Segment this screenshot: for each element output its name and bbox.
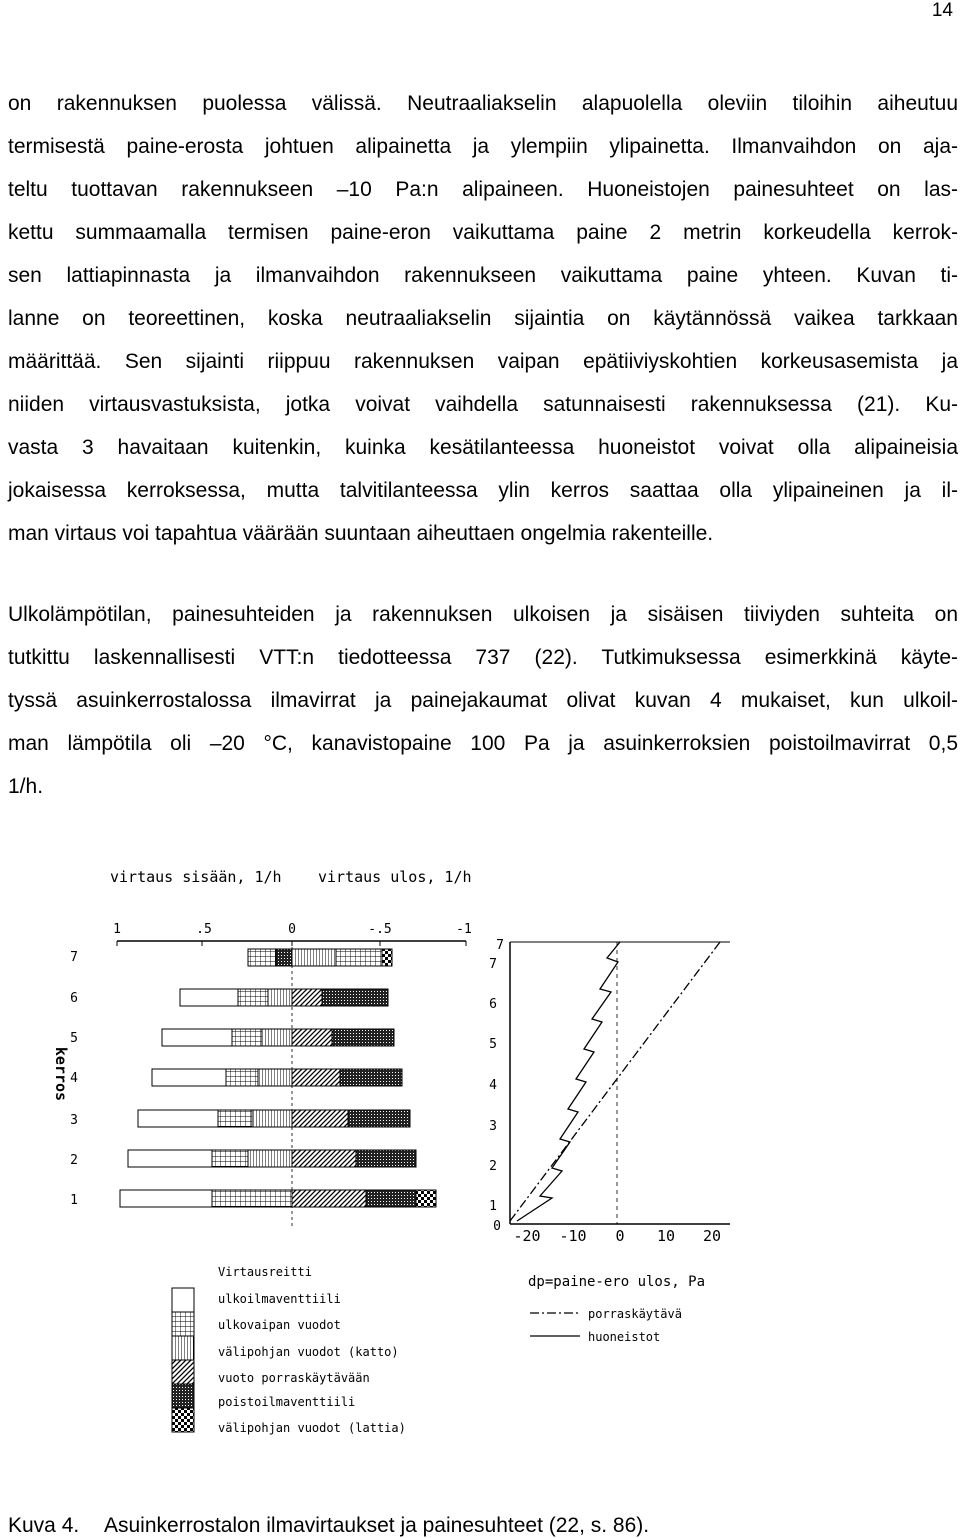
pressure-floor-label: 7 <box>489 957 497 972</box>
bar-segment <box>336 949 382 966</box>
bar-segment <box>128 1150 212 1167</box>
bar-segment <box>218 1110 252 1127</box>
bar-segment <box>212 1190 292 1207</box>
bar-segment <box>226 1069 258 1086</box>
bar-segment <box>262 1029 292 1046</box>
axis-tick-label: -.5 <box>368 922 392 937</box>
stairwell-pressure-line <box>510 942 720 1221</box>
floor-bar-3 <box>138 1110 410 1127</box>
floor-bar-1 <box>120 1190 436 1207</box>
bar-segment <box>332 1029 394 1046</box>
text-line: termisestä paine-erosta johtuen alipainetta ja ylempiin ylipainetta. Ilmanvaihdon on aja- <box>8 135 958 158</box>
bar-segment <box>292 1029 332 1046</box>
bar-segment <box>248 949 276 966</box>
floor-label: 3 <box>70 1113 78 1128</box>
y-axis-label: kerros <box>52 1046 70 1102</box>
apartment-pressure-line <box>517 942 620 1221</box>
bar-segment <box>292 1110 348 1127</box>
legend-swatch <box>172 1312 194 1336</box>
bar-segment <box>292 1150 356 1167</box>
axis-tick-label: 0 <box>288 922 296 937</box>
bar-segment <box>292 1069 340 1086</box>
airflow-pressure-figure <box>40 846 740 1506</box>
bar-segment <box>180 989 238 1006</box>
bar-segment <box>348 1110 410 1127</box>
pressure-tick-label: 10 <box>656 1227 676 1245</box>
floor-bar-5 <box>162 1029 394 1046</box>
bar-segment <box>252 1110 292 1127</box>
pressure-legend-title: dp=paine-ero ulos, Pa <box>528 1274 706 1290</box>
axis-tick-label: 1 <box>113 922 121 937</box>
bar-segment <box>292 949 336 966</box>
bar-segment <box>258 1069 292 1086</box>
pressure-floor-label: 1 <box>489 1199 497 1214</box>
floor-label: 5 <box>70 1031 78 1046</box>
pressure-floor-label: 0 <box>493 1219 501 1234</box>
flow-route-legend <box>172 1288 406 1435</box>
pressure-chart <box>489 938 730 1245</box>
text-line: man lämpötila oli –20 °C, kanavistopaine 100 Pa ja asuinkerroksien poistoilmavirrat 0,5 <box>8 732 958 755</box>
legend-swatch <box>172 1408 194 1432</box>
legend-label: välipohjan vuodot (lattia) <box>218 1421 406 1435</box>
bar-segment <box>382 949 392 966</box>
pressure-legend-label: porraskäytävä <box>588 1307 682 1321</box>
legend-swatch <box>172 1336 194 1360</box>
legend-title: Virtausreitti <box>218 1265 312 1279</box>
caption-text: Asuinkerrostalon ilmavirtaukset ja painesuhteet (22, s. 86). <box>104 1514 650 1537</box>
legend-label: ulkoilmaventtiili <box>218 1292 341 1306</box>
bar-segment <box>152 1069 226 1086</box>
pressure-floor-label: 6 <box>489 997 497 1012</box>
legend-swatch <box>172 1288 194 1312</box>
inflow-header: virtaus sisään, 1/h <box>110 868 282 886</box>
bar-segment <box>248 1150 292 1167</box>
pressure-legend-label: huoneistot <box>588 1330 661 1344</box>
legend-label: poistoilmaventtiili <box>218 1395 356 1409</box>
axis-tick-label: .5 <box>196 922 212 937</box>
body-paragraph-1 <box>8 90 958 563</box>
bar-segment <box>322 989 388 1006</box>
bar-segment <box>292 1190 366 1207</box>
legend-label: ulkovaipan vuodot <box>218 1318 341 1332</box>
bar-segment <box>340 1069 402 1086</box>
pressure-tick-label: 20 <box>702 1227 722 1245</box>
page-number: 14 <box>931 0 953 21</box>
legend-swatch <box>172 1360 194 1384</box>
text-line: lanne on teoreettinen, koska neutraaliakselin sijaintia on käytännössä vaikea tarkkaan <box>8 307 958 330</box>
bar-segment <box>138 1110 218 1127</box>
floor-label: 7 <box>70 950 78 965</box>
bar-segment <box>276 949 292 966</box>
text-line: määrittää. Sen sijainti riippuu rakennuksen vaipan epätiiviyskohtien korkeusasemista ja <box>8 350 958 373</box>
pressure-floor-label: 3 <box>489 1119 497 1134</box>
pressure-floor-label: 5 <box>489 1037 497 1052</box>
bar-segment <box>238 989 268 1006</box>
floor-bar-6 <box>180 989 388 1006</box>
bar-segment <box>366 1190 416 1207</box>
floor-label: 2 <box>70 1153 78 1168</box>
text-line: teltu tuottavan rakennukseen –10 Pa:n alipaineen. Huoneistojen painesuhteet on las- <box>8 178 958 201</box>
text-line: tyssä asuinkerrostalossa ilmavirrat ja painejakaumat olivat kuvan 4 mukaiset, kun ulkoil- <box>8 689 958 712</box>
bar-segment <box>162 1029 232 1046</box>
bar-segment <box>212 1150 248 1167</box>
legend-label: välipohjan vuodot (katto) <box>218 1345 399 1359</box>
text-line: on rakennuksen puolessa välissä. Neutraaliakselin alapuolella oleviin tiloihin aiheutuu <box>8 92 958 115</box>
legend-label: vuoto porraskäytävään <box>218 1371 370 1385</box>
flow-bars <box>120 949 436 1207</box>
legend-swatch <box>172 1384 194 1408</box>
body-paragraph-2 <box>8 601 958 816</box>
outflow-header: virtaus ulos, 1/h <box>318 868 472 886</box>
text-line: vasta 3 havaitaan kuitenkin, kuinka kesätilanteessa huoneistot voivat olla alipaineisia <box>8 436 958 459</box>
pressure-floor-label: 4 <box>489 1078 497 1093</box>
caption-label: Kuva 4. <box>8 1514 80 1537</box>
floor-label: 4 <box>70 1071 78 1086</box>
floor-bar-4 <box>152 1069 402 1086</box>
floor-label: 1 <box>70 1193 78 1208</box>
text-line: tutkittu laskennallisesti VTT:n tiedotteessa 737 (22). Tutkimuksessa esimerkkinä käyte- <box>8 646 958 669</box>
bar-segment <box>120 1190 212 1207</box>
text-line: niiden virtausvastuksista, jotka voivat vaihdella satunnaisesti rakennuksessa (21). Ku- <box>8 393 958 416</box>
pressure-floor-label: 7 <box>496 938 504 953</box>
bar-segment <box>268 989 292 1006</box>
floor-bar-2 <box>128 1150 416 1167</box>
pressure-tick-label: 0 <box>615 1227 625 1245</box>
pressure-floor-label: 2 <box>489 1159 497 1174</box>
figure-caption <box>8 1514 649 1538</box>
text-line: man virtaus voi tapahtua väärään suuntaan aiheuttaen ongelmia rakenteille. <box>8 522 714 545</box>
floor-label: 6 <box>70 991 78 1006</box>
text-line: Ulkolämpötilan, painesuhteiden ja rakennuksen ulkoisen ja sisäisen tiiviyden suhteita on <box>8 603 958 626</box>
pressure-tick-label: -20 <box>513 1227 541 1245</box>
bar-segment <box>356 1150 416 1167</box>
bar-segment <box>292 989 322 1006</box>
text-line: sen lattiapinnasta ja ilmanvaihdon rakennukseen vaikuttama paine yhteen. Kuvan ti- <box>8 264 958 287</box>
text-line: 1/h. <box>8 775 44 798</box>
text-line: jokaisessa kerroksessa, mutta talvitilanteessa ylin kerros saattaa olla ylipaineinen ja il- <box>8 479 958 502</box>
bar-segment <box>416 1190 436 1207</box>
pressure-legend <box>530 1307 682 1344</box>
floor-bar-7 <box>248 949 392 966</box>
text-line: kettu summaamalla termisen paine-eron vaikuttama paine 2 metrin korkeudella kerrok- <box>8 221 958 244</box>
pressure-tick-label: -10 <box>559 1227 587 1245</box>
axis-tick-label: -1 <box>456 922 472 937</box>
bar-segment <box>232 1029 262 1046</box>
